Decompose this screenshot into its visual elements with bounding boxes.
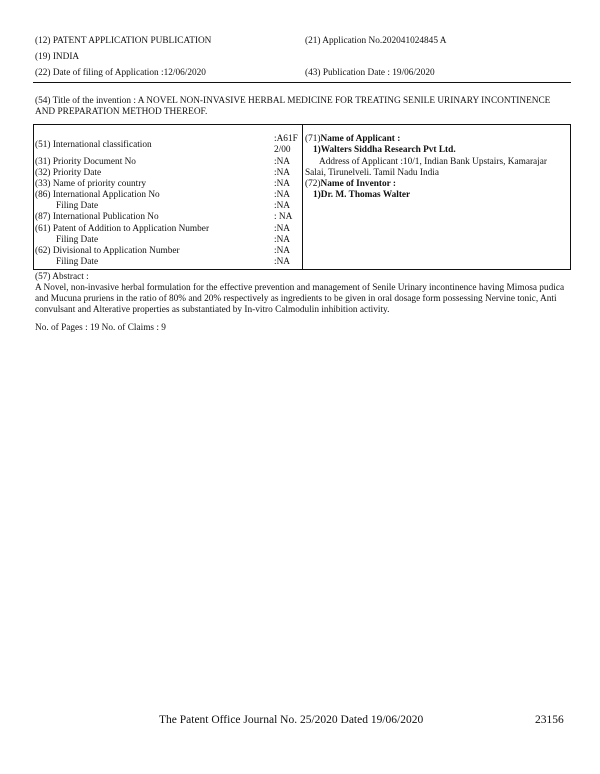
publication-date: (43) Publication Date : 19/06/2020	[305, 68, 435, 78]
applicant-address-line2: Salai, Tirunelveli. Tamil Nadu India	[305, 168, 439, 178]
table-left-border	[33, 124, 34, 270]
field-label-intl-application-no: (86) International Application No	[35, 190, 160, 200]
inventor-heading-label: Name of Inventor :	[320, 179, 396, 189]
applicant-heading-prefix: (71)	[305, 134, 321, 144]
field-label-priority-country: (33) Name of priority country	[35, 179, 147, 189]
application-number: (21) Application No.202041024845 A	[305, 36, 447, 46]
field-label-filing-date-61: Filing Date	[56, 235, 99, 245]
title-of-invention: (54) Title of the invention : A NOVEL NON-INVASIVE HERBAL MEDICINE FOR TREATING SENILE URINARY INCONTINENCE AND PREPARATION METHOD THEREOF.	[35, 96, 551, 117]
inventor-heading-prefix: (72)	[305, 179, 321, 189]
field-label-patent-of-addition: (61) Patent of Addition to Application Number	[35, 224, 210, 234]
inventor-name: 1)Dr. M. Thomas Walter	[313, 190, 411, 200]
field-label-divisional: (62) Divisional to Application Number	[35, 246, 180, 256]
publication-type: (12) PATENT APPLICATION PUBLICATION	[35, 36, 212, 46]
abstract-text: A Novel, non-invasive herbal formulation for the effective prevention and management of Senile Urinary incontinence having Mimosa pudica and Mucuna pruriens in the ratio of 80% and 20% respectively as ingredients to be given in oral dosage form possessing Nervine tonic, Anti convulsant and Alterative properties as substantiated by In-vitro Calmodulin inhibition activity.	[35, 283, 565, 316]
applicant-heading-label: Name of Applicant :	[320, 134, 401, 144]
inventor-heading	[305, 179, 396, 190]
field-value-patent-of-addition: :NA	[274, 224, 291, 234]
field-value-intl-classification: :A61F	[274, 134, 298, 144]
field-value-filing-date-62: :NA	[274, 257, 291, 267]
header-divider	[33, 82, 571, 83]
filing-date: (22) Date of filing of Application :12/06/2020	[35, 68, 206, 78]
table-right-border	[570, 124, 571, 270]
field-label-filing-date-86: Filing Date	[56, 201, 99, 211]
field-value-divisional: :NA	[274, 246, 291, 256]
page-number: 23156	[535, 714, 564, 726]
applicant-name: 1)Walters Siddha Research Pvt Ltd.	[313, 145, 456, 155]
field-label-priority-doc: (31) Priority Document No	[35, 157, 136, 167]
pages-and-claims: No. of Pages : 19 No. of Claims : 9	[35, 323, 166, 333]
table-column-divider	[302, 124, 303, 270]
field-value-priority-date: :NA	[274, 168, 291, 178]
abstract-heading: (57) Abstract :	[35, 272, 89, 282]
journal-footer: The Patent Office Journal No. 25/2020 Dated 19/06/2020	[159, 714, 424, 726]
field-value-intl-publication-no: : NA	[274, 212, 293, 222]
field-label-priority-date: (32) Priority Date	[35, 168, 102, 178]
country: (19) INDIA	[35, 52, 80, 62]
field-value-filing-date-61: :NA	[274, 235, 291, 245]
field-value-priority-country: :NA	[274, 179, 291, 189]
field-label-intl-classification: (51) International classification	[35, 140, 152, 150]
field-value-priority-doc: :NA	[274, 157, 291, 167]
applicant-address-line1: Address of Applicant :10/1, Indian Bank Upstairs, Kamarajar	[319, 157, 547, 167]
table-bottom-divider	[33, 269, 571, 270]
applicant-heading	[305, 134, 400, 145]
field-value-intl-classification-2: 2/00	[274, 145, 291, 155]
field-label-intl-publication-no: (87) International Publication No	[35, 212, 159, 222]
field-value-filing-date-86: :NA	[274, 201, 291, 211]
field-label-filing-date-62: Filing Date	[56, 257, 99, 267]
field-value-intl-application-no: :NA	[274, 190, 291, 200]
